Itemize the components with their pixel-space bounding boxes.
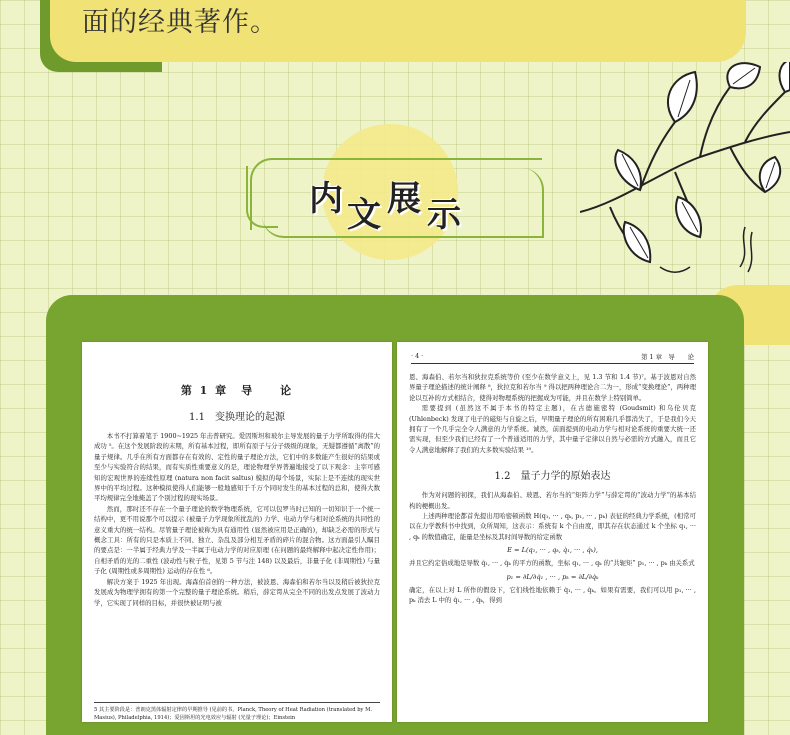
banner-text: 面的经典著作。: [82, 7, 278, 38]
heading-char: 文: [347, 195, 381, 235]
heading-char: 示: [427, 195, 461, 235]
equation: p₁ = ∂L/∂q̇₁ , ··· , pₖ = ∂L/∂q̇ₖ: [506, 572, 599, 581]
running-head: [411, 352, 694, 364]
paragraph: 上述两种理论都首先提出用哈密顿函数 H(q₁, ··· , qₖ, p₁, ··· , pₖ) 表征的经典力学系统，(相常可以在力学教科书中找到，众所周知，这表示：系统有 k 个自由度，即其存在状态通过 k 个坐标 q₁, ··· , qₖ 的数值确定，能量是坐标及其时间导数的给定函数: [409, 512, 696, 541]
footnote: 5 其主要阶段是：普朗克黑体辐射定律的早期推导 (见前的书，Planck, Theory of Heat Radiation (translated by M. Masius), Philadelphia, 1914)；爱因斯坦的光电效应与辐射 (光量子理论)；Einstein: [94, 702, 380, 722]
section-title: 1.1 变换理论的起源: [189, 412, 285, 423]
paragraph: 恩、海森伯、若尔当和狄拉克系统等价 (至少在数学意义上，见 1.3 节和 1.4 节)⁷。基于波恩对自然界量子理论描述的统计阐释 ⁸，狄拉克和若尔当 ⁹ 得以把两种理论合二为一，形成“变换理论”，两种理论以互补的方式相结合，使得对物理系统的把握成为可能，并且在数学上特别简单。: [409, 373, 696, 402]
running-head-title: 第 1 章 导 论: [641, 353, 694, 361]
paragraph: 确定，在以上对 L 所作的假设下，它们线性地依赖于 q̇₁, ··· , q̇ₖ。如果有需要，我们可以用 p₁, ··· , pₖ 消去 L 中的 q̇₁, ··· , q̇ₖ，得到: [409, 585, 696, 605]
page-number: · 4 ·: [411, 352, 424, 360]
heading-char: 展: [387, 179, 421, 219]
chapter-title: 第 1 章 导 论: [180, 384, 294, 397]
equation: E = L(q₁, ··· , qₖ, q̇₁, ··· , q̇ₖ),: [507, 546, 598, 555]
top-banner: [50, 0, 746, 62]
book-page-right: [397, 342, 708, 722]
paragraph: 然而，那时还不存在一个量子理论的数学物理系统，它可以包罗当时已知的一切知识于一个统一结构中，更不用说那个可以提示 (被量子力学现象所扰乱的) 力学、电动力学与相对论系统的共同性的意义重大的统一结构。尽管量子理论被称为具有通用性 (显然被应用是正确的)，却缺乏必需的形式与概念工具：所有的只是本质上不同、独立、杂乱及部分相互矛盾的碎片的混合物。这方面最引人瞩目的要点是：一半属于经典力学及一半属于电动力学的对应原理 (在问题的最终解释中起决定性作用)；自相矛盾的光的二重性 (波动性与粒子性，见第 5 节与注 148) 以及最后，非量子化 (非周期性) 与量子化 (周期性或多周期性) 运动的存在性 ⁶。: [94, 504, 380, 576]
section-heading: [295, 165, 495, 235]
paragraph: 本书不打算着笔于 1900∼1925 年击普研究。爱因斯坦和玻尔主导发展的量子力学所取得的伟大成功 ⁵。在这个发展阶段的末期，所有基本过程，即所有原子与分子级级的现象，无疑都遵循“离散”的量子规律。几乎在所有方面都存在有效的、定性的量子理论方法，它们中的多数能产生很好的结果或至少与实验符合的结果，而有实质性重要意义的是，理论物理学界普遍地接受了以下观念：主宰可感知的宏观世界的连续性原理 (natura non facit saltus) 模拟的每个场景，实际上是不连续的现实世界中的平均过程。这种模拟使得人们能够一般地感知于千万个同时发生的基本过程的总和，使得大数平均规律完全地掩盖了个别过程的现实场景。: [94, 432, 380, 503]
heading-frame-left: [246, 166, 278, 228]
leaf-branch-icon: [580, 62, 790, 282]
paragraph: 需要提到 (虽然这不属于本书的特定主题)，在古德施密特 (Goudsmit) 和乌伦贝克 (Uhlenbeck) 发现了电子的磁矩与自旋之后，早期量子理论的所有困难几乎都消失了，于是我们今天拥有了一个几乎完全令人满意的力学系统。诚然，前面提到的电动力学与相对论系统的重要大统一还需实现，但至少我们已经有了一个普通适用的力学，其中量子定律以自然与必需的方式融入，而且它令人满意地解释了我们的大多数实验结果 ¹⁰。: [409, 404, 696, 454]
paragraph: 解决方案于 1925 年出现。海森伯首创的一种方法，被波恩、海森伯和若尔当以及稍后被狄拉克发展成为物理学拥有的第一个完整的量子理论系统。稍后，薛定谔从完全不同的出发点发展了波动力学，它实现了同样的目标，并很快被证明与被: [94, 577, 380, 607]
paragraph: 作为对问题的初探，我们从海森伯、玻恩、若尔当的“矩阵力学”与薛定谔的“波动力学”的基本结构的梗概出发。: [409, 491, 696, 510]
book-page-left: [82, 342, 392, 722]
section-title: 1.2 量子力学的原始表达: [494, 471, 611, 483]
paragraph: 并且它约定俗成地是导数 q̇₁, ··· , q̇ₖ 的平方的函数，坐标 q₁, ··· , qₖ 的“共轭矩” p₁, ··· , pₖ 由关系式: [409, 559, 695, 568]
heading-char: 内: [309, 179, 343, 219]
